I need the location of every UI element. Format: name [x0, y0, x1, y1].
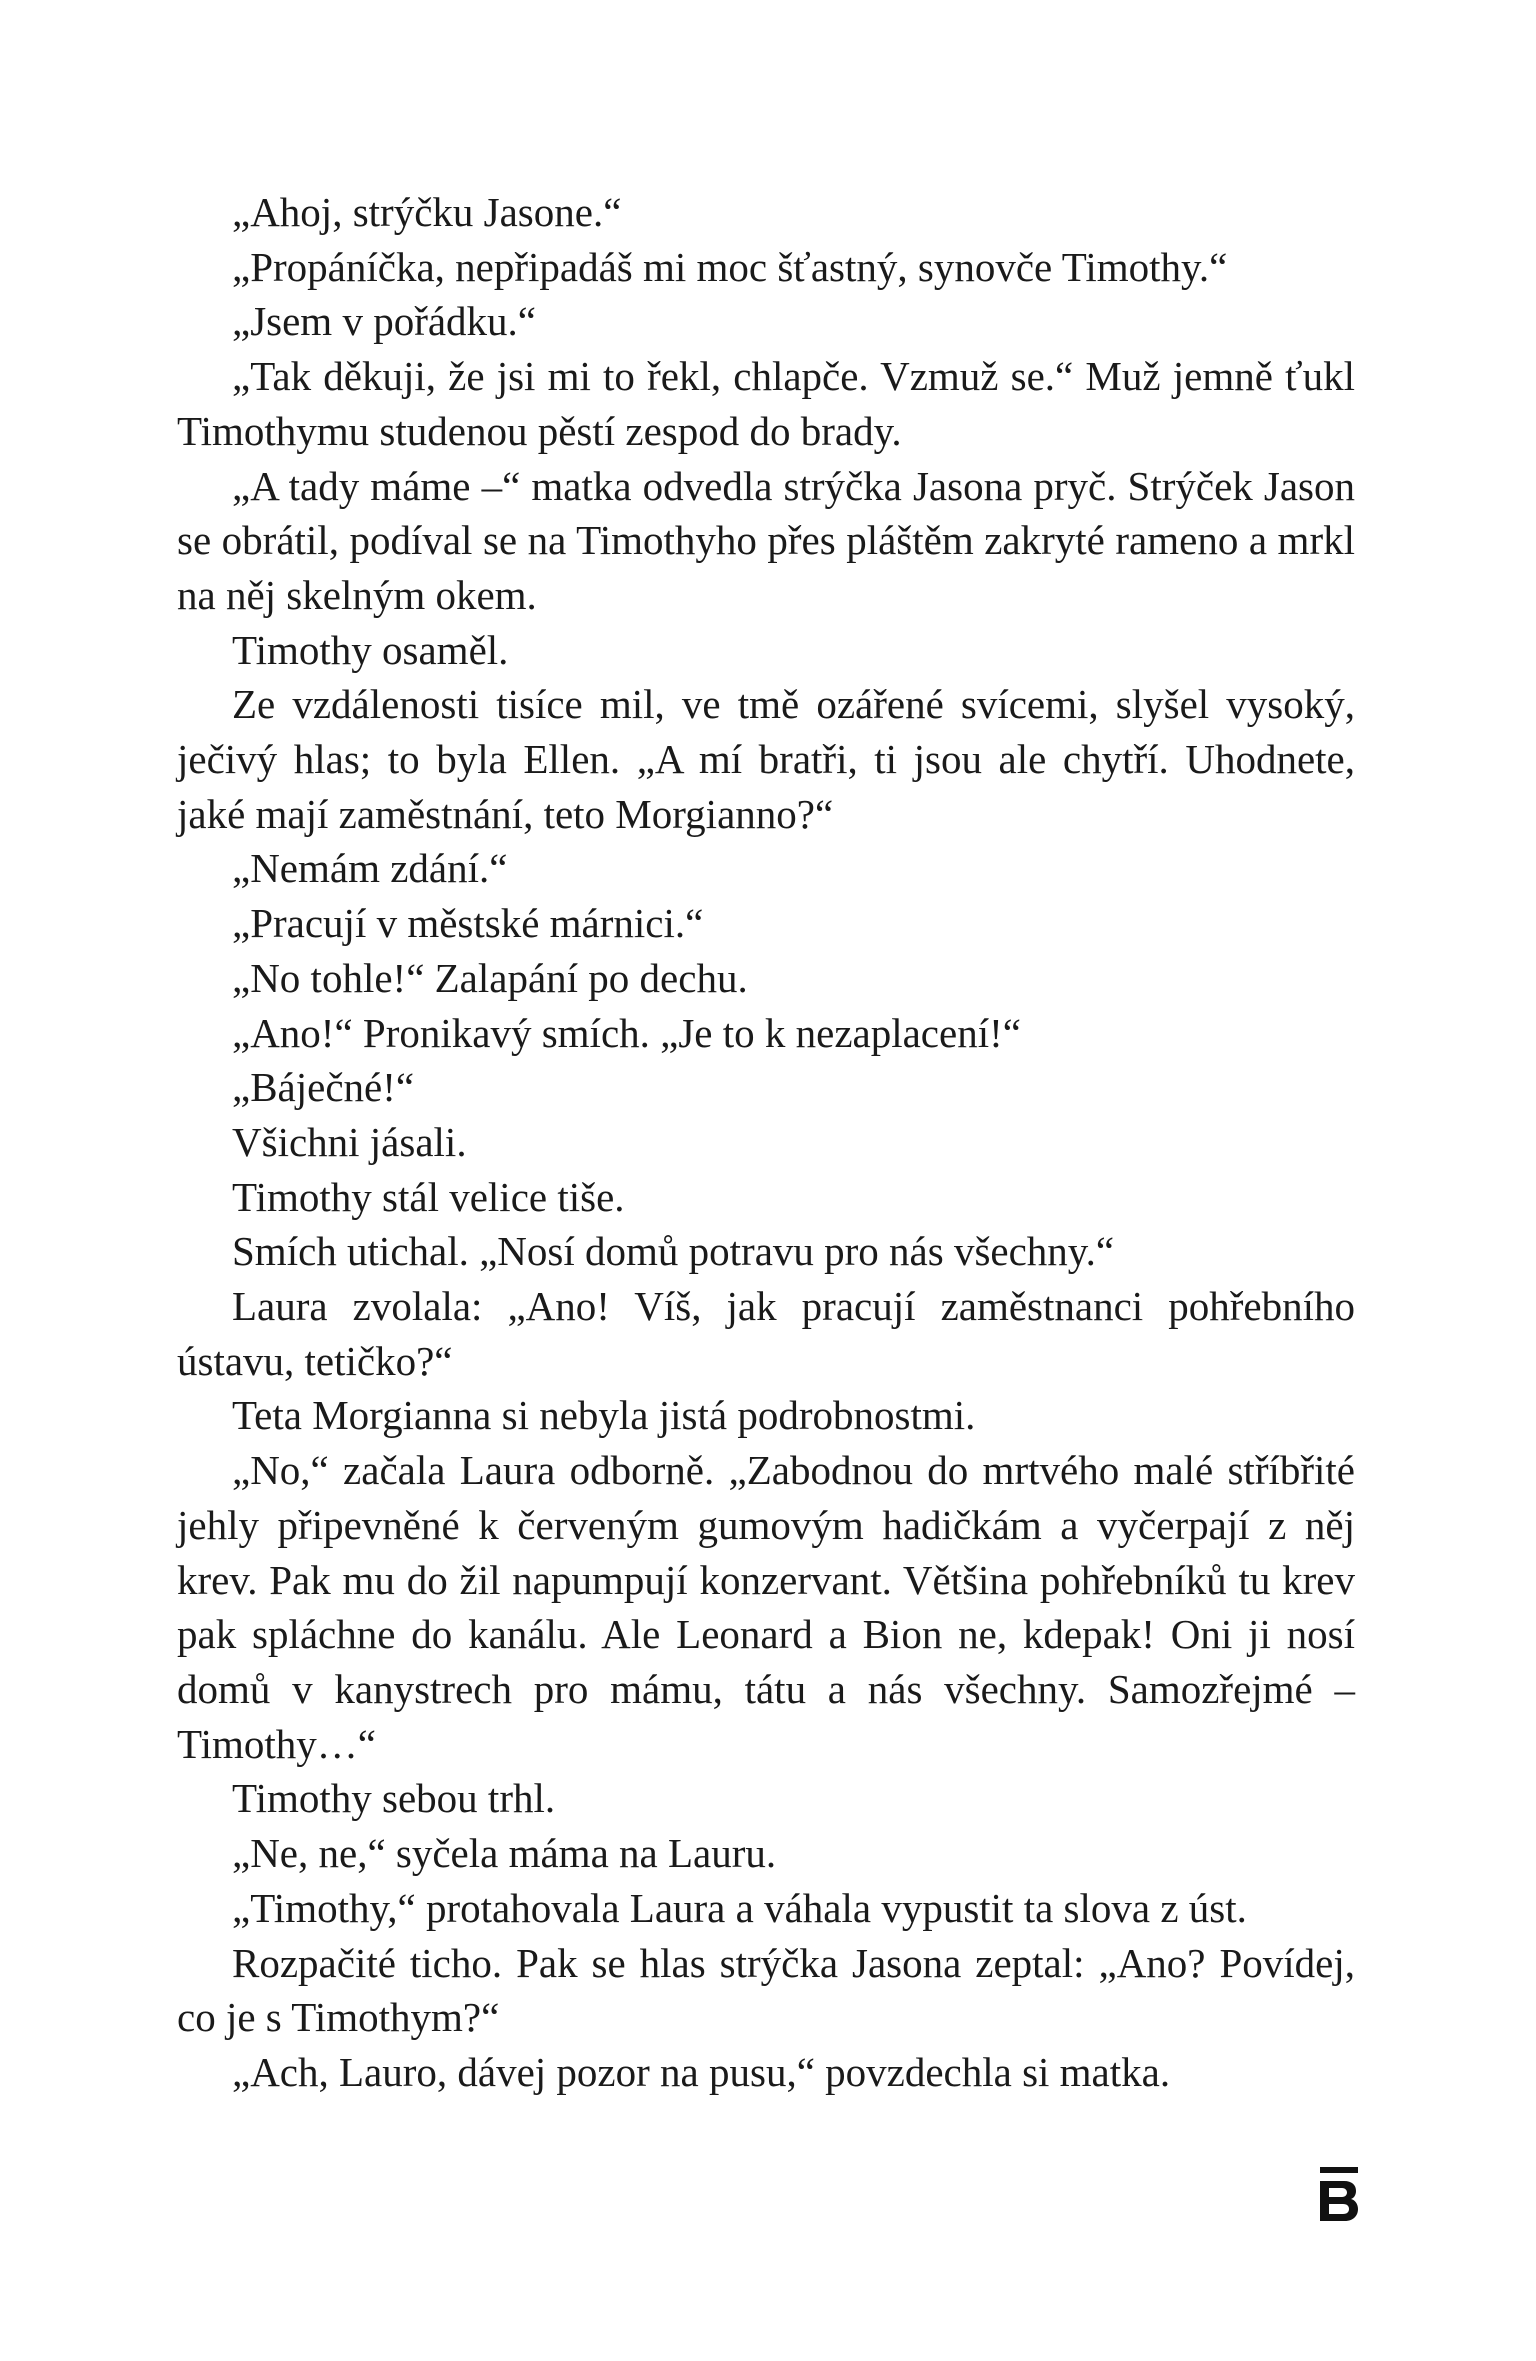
paragraph: „No tohle!“ Zalapání po dechu. [232, 954, 748, 1001]
publisher-b-logo-icon [1320, 2167, 1358, 2221]
paragraph: „Nemám zdání.“ [232, 845, 508, 892]
paragraph: „Ach, Lauro, dávej pozor na pusu,“ povzdechla si matka. [232, 2048, 1171, 2095]
paragraph: Timothy sebou trhl. [232, 1775, 556, 1822]
paragraph: „No,“ začala Laura odborně. „Zabodnou do mrtvého malé stříbřité jehly připevněné k červeným gumovým hadičkám a vyčerpají z něj krev. Pak mu do žil napumpují konzervant. Většina pohřebníků tu krev pak spláchne do kanálu. Ale Leonard a Bion ne, kdepak! Oni ji nosí domů v kanystrech pro mámu, tátu a nás všechny. Samozřejmé – Timothy…“ [177, 1447, 1355, 1767]
paragraph: Laura zvolala: „Ano! Víš, jak pracují zaměstnanci pohřebního ústavu, tetičko?“ [177, 1283, 1355, 1384]
paragraph: „A tady máme –“ matka odvedla strýčka Jasona pryč. Strýček Jason se obrátil, podíval se na Timothyho přes pláštěm zakryté rameno a mrkl na něj skelným okem. [177, 462, 1355, 618]
paragraph: „Jsem v pořádku.“ [232, 298, 536, 345]
paragraph: Timothy stál velice tiše. [232, 1173, 625, 1220]
paragraph: Timothy osaměl. [232, 626, 509, 673]
paragraph: „Ano!“ Pronikavý smích. „Je to k nezaplacení!“ [232, 1009, 1021, 1056]
paragraph: Všichni jásali. [232, 1118, 467, 1165]
paragraph: Smích utichal. „Nosí domů potravu pro nás všechny.“ [232, 1228, 1115, 1275]
paragraph: „Ne, ne,“ syčela máma na Lauru. [232, 1830, 777, 1877]
paragraph: „Propáníčka, nepřipadáš mi moc šťastný, synovče Timothy.“ [232, 243, 1228, 290]
paragraph: „Pracují v městské márnici.“ [232, 900, 704, 947]
chapter-text [177, 185, 1355, 2100]
paragraph: Ze vzdálenosti tisíce mil, ve tmě ozářené svícemi, slyšel vysoký, ječivý hlas; to byla Ellen. „A mí bratři, ti jsou ale chytří. Uhodnete, jaké mají zaměstnání, teto Morgianno?“ [177, 681, 1355, 837]
paragraph: „Tak děkuji, že jsi mi to řekl, chlapče. Vzmuž se.“ Muž jemně ťukl Timothymu studenou pěstí zespod do brady. [177, 353, 1355, 454]
paragraph: Teta Morgianna si nebyla jistá podrobnostmi. [232, 1392, 976, 1439]
paragraph: „Ahoj, strýčku Jasone.“ [232, 189, 622, 235]
paragraph: „Báječné!“ [232, 1064, 415, 1111]
paragraph: „Timothy,“ protahovala Laura a váhala vypustit ta slova z úst. [232, 1884, 1247, 1931]
paragraph: Rozpačité ticho. Pak se hlas strýčka Jasona zeptal: „Ano? Povídej, co je s Timothym?“ [177, 1939, 1355, 2041]
